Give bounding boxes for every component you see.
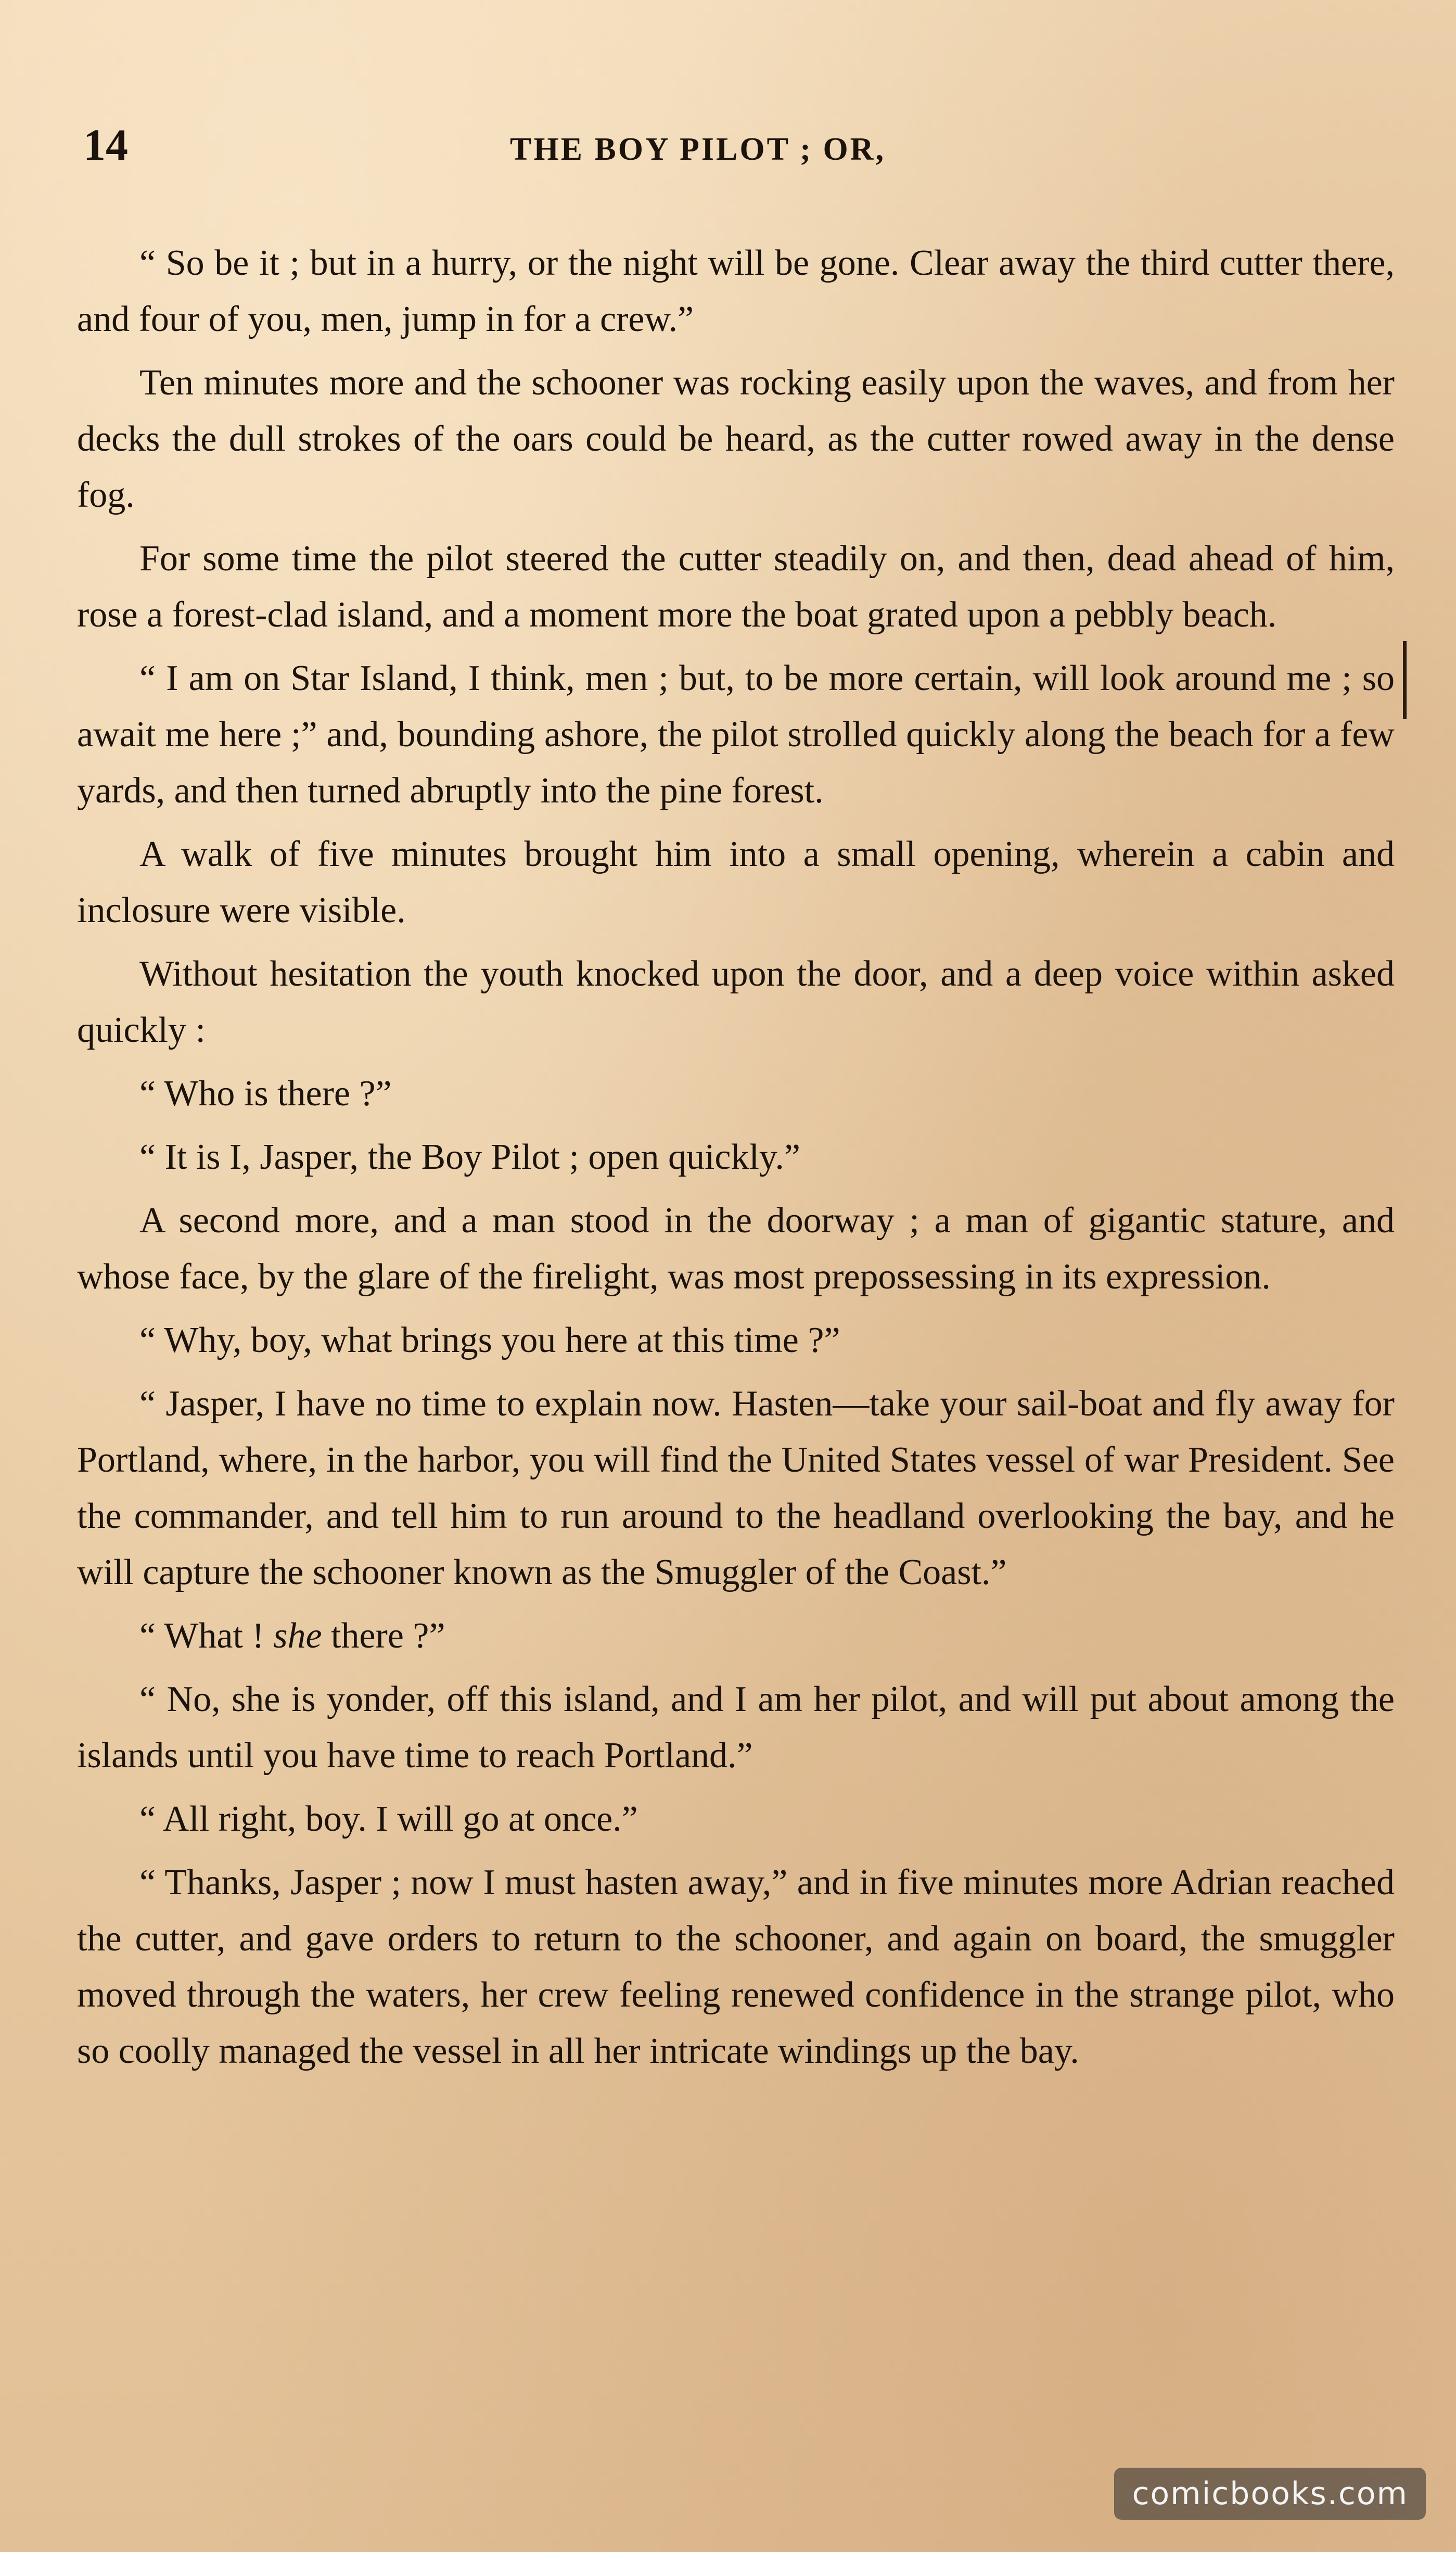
paragraph: “ All right, boy. I will go at once.” <box>139 1799 638 1839</box>
paragraph: A second more, and a man stood in the doorway ; a man of gigantic stature, and whose face, by the glare of the firelight, was most prepossessing in its expression. <box>77 1201 1395 1297</box>
paragraph-text: there ?” <box>322 1616 445 1656</box>
page-number: 14 <box>83 120 128 170</box>
paragraph-text: “ What ! <box>139 1616 274 1656</box>
paragraph: “ Jasper, I have no time to explain now. Hasten—take your sail-boat and fly away for Portland, where, in the harbor, you will find the United States vessel of war President. See the commander, and tell him to run around to the headland overlooking the bay, and he will capture the schooner known as the Smuggler of the Coast.” <box>77 1384 1395 1592</box>
paragraph: A walk of five minutes brought him into a small opening, wherein a cabin and inclosure were visible. <box>77 834 1395 930</box>
running-head: THE BOY PILOT ; OR, <box>510 132 886 167</box>
paragraph: Ten minutes more and the schooner was rocking easily upon the waves, and from her decks the dull strokes of the oars could be heard, as the cutter rowed away in the dense fog. <box>77 363 1395 515</box>
paragraph: Without hesitation the youth knocked upon the door, and a deep voice within asked quickly : <box>77 954 1395 1050</box>
body-text <box>77 235 1395 2087</box>
page-header <box>83 119 1395 176</box>
watermark: comicbooks.com <box>1114 2468 1426 2520</box>
paragraph: “ I am on Star Island, I think, men ; but, to be more certain, will look around me ; so await me here ;” and, bounding ashore, the pilot strolled quickly along the beach for a few yards, and then turned abruptly into the pine forest. <box>77 658 1395 811</box>
paragraph <box>77 1608 1395 1664</box>
paragraph: “ Why, boy, what brings you here at this time ?” <box>139 1320 840 1360</box>
margin-mark <box>1403 641 1407 719</box>
paragraph: “ Thanks, Jasper ; now I must hasten away,” and in five minutes more Adrian reached the cutter, and gave orders to return to the schooner, and again on board, the smuggler moved through the waters, her crew feeling renewed confidence in the strange pilot, who so coolly managed the vessel in all her intricate windings up the bay. <box>77 1862 1395 2071</box>
emphasized-word: she <box>273 1616 322 1656</box>
paragraph: “ So be it ; but in a hurry, or the night will be gone. Clear away the third cutter there, and four of you, men, jump in for a crew.” <box>77 243 1395 339</box>
paragraph: “ It is I, Jasper, the Boy Pilot ; open quickly.” <box>139 1137 800 1177</box>
paragraph: For some time the pilot steered the cutter steadily on, and then, dead ahead of him, rose a forest-clad island, and a moment more the boat grated upon a pebbly beach. <box>77 539 1395 635</box>
paragraph: “ No, she is yonder, off this island, and I am her pilot, and will put about among the islands until you have time to reach Portland.” <box>77 1679 1395 1776</box>
paragraph: “ Who is there ?” <box>139 1074 392 1114</box>
